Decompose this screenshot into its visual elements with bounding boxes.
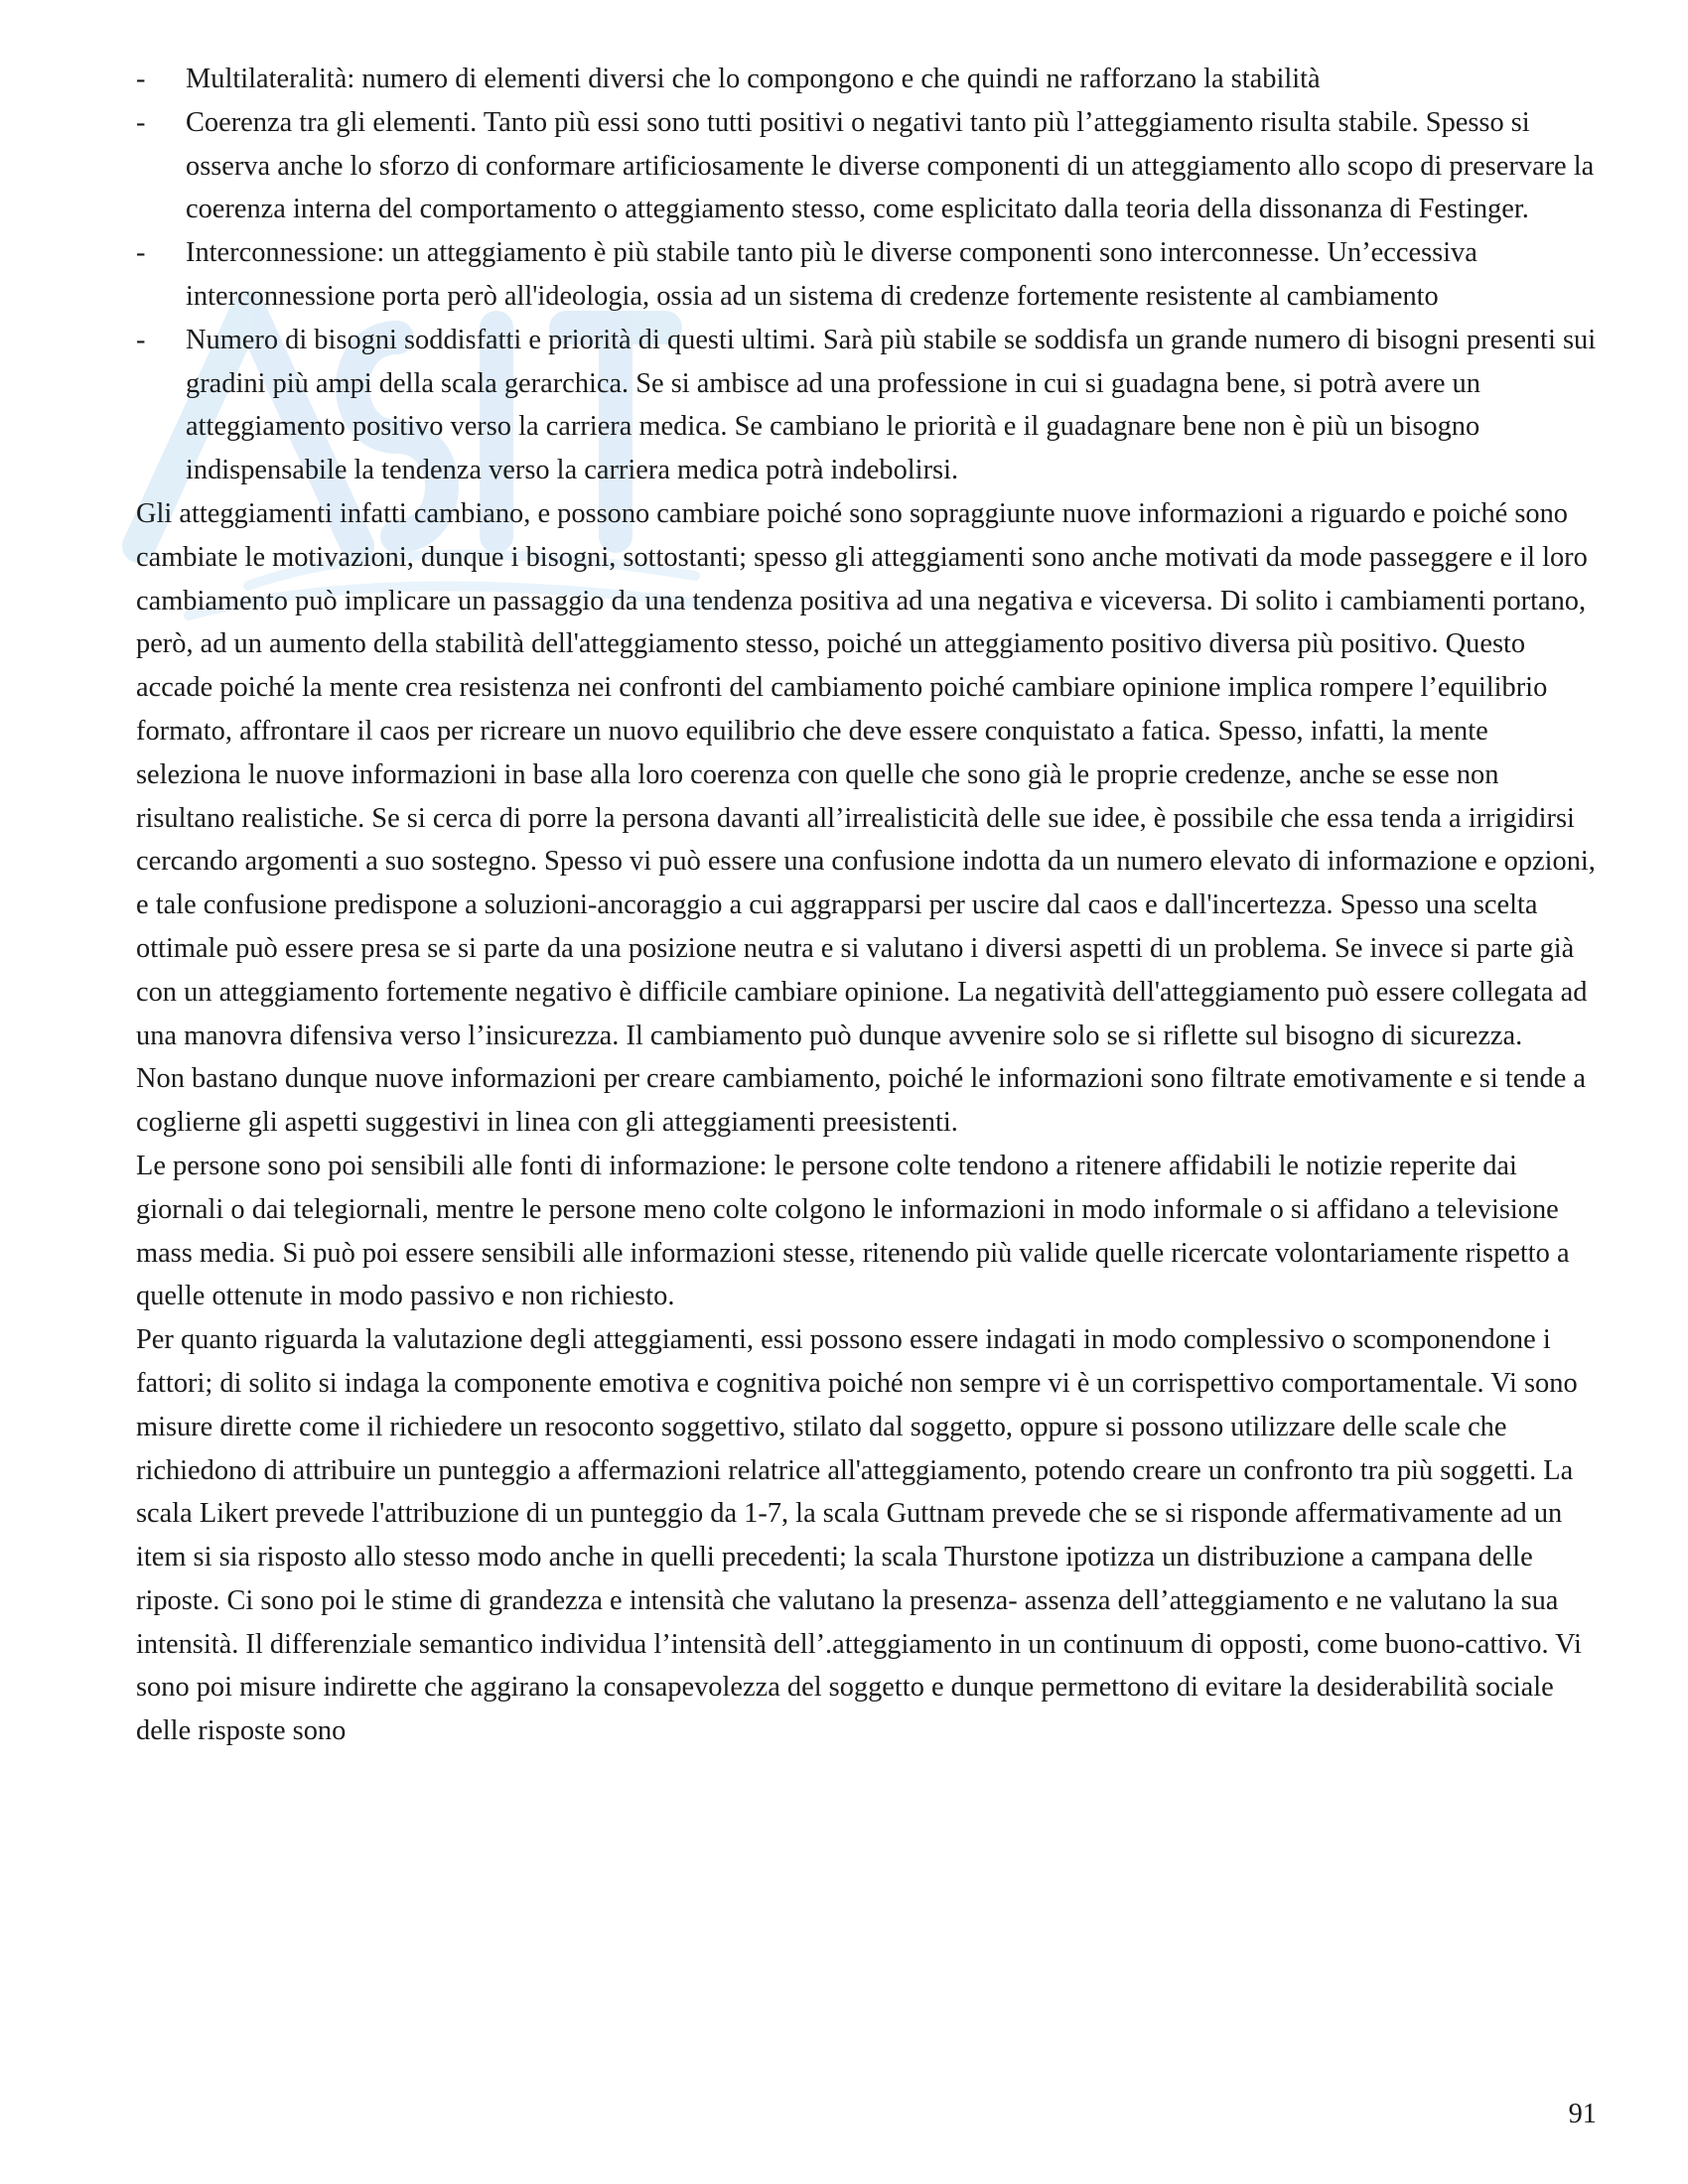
bullet-list (136, 58, 1599, 492)
paragraph: Le persone sono poi sensibili alle fonti di informazione: le persone colte tendono a ritenere affidabili le notizie reperite dai giornali o dai telegiornali, mentre le persone meno colte colgono le informazioni in modo informale o si affidano a televisione mass media. Si può poi essere sensibili alle informazioni stesse, ritenendo più valide quelle ricercate volontariamente rispetto a quelle ottenute in modo passivo e non richiesto. (136, 1150, 1570, 1312)
list-item (136, 319, 1599, 492)
list-item-text: Interconnessione: un atteggiamento è più stabile tanto più le diverse componenti sono interconnesse. Un’eccessiva interconnessione porta però all'ideologia, ossia ad un sistema di credenze fortemente resistente al cambiamento (186, 237, 1477, 312)
document-body (136, 58, 1599, 1753)
paragraph: Gli atteggiamenti infatti cambiano, e possono cambiare poiché sono sopraggiunte nuove informazioni a riguardo e poiché sono cambiate le motivazioni, dunque i bisogni, sottostanti; spesso gli atteggiamenti sono anche motivati da mode passeggere e il loro cambiamento può implicare un passaggio da una tendenza positiva ad una negativa e viceversa. Di solito i cambiamenti portano, però, ad un aumento della stabilità dell'atteggiamento stesso, poiché un atteggiamento positivo diversa più positivo. Questo accade poiché la mente crea resistenza nei confronti del cambiamento poiché cambiare opinione implica rompere l’equilibrio formato, affrontare il caos per ricreare un nuovo equilibrio che deve essere conquistato a fatica. Spesso, infatti, la mente seleziona le nuove informazioni in base alla loro coerenza con quelle che sono già le proprie credenze, anche se esse non risultano realistiche. Se si cerca di porre la persona davanti all’irrealisticità delle sue idee, è possibile che essa tenda a irrigidirsi cercando argomenti a suo sostegno. Spesso vi può essere una confusione indotta da un numero elevato di informazione e opzioni, e tale confusione predispone a soluzioni-ancoraggio a cui aggrapparsi per uscire dal caos e dall'incertezza. Spesso una scelta ottimale può essere presa se si parte da una posizione neutra e si valutano i diversi aspetti di un problema. Se invece si parte già con un atteggiamento fortemente negativo è difficile cambiare opinione. La negatività dell'atteggiamento può essere collegata ad una manovra difensiva verso l’insicurezza. Il cambiamento può dunque avvenire solo se si riflette sul bisogno di sicurezza. (136, 497, 1596, 1051)
page-number: 91 (1568, 2099, 1597, 2129)
list-item (136, 101, 1599, 231)
bullet-marker: - (136, 237, 146, 269)
list-item-text: Multilateralità: numero di elementi diversi che lo compongono e che quindi ne rafforzano la stabilità (186, 64, 1321, 94)
bullet-marker: - (136, 106, 146, 138)
list-item-text: Numero di bisogni soddisfatti e priorità di questi ultimi. Sarà più stabile se soddisfa un grande numero di bisogni presenti sui gradini più ampi della scala gerarchica. Se si ambisce ad una professione in cui si guadagna bene, si potrà avere un atteggiamento positivo verso la carriera medica. Se cambiano le priorità e il guadagnare bene non è più un bisogno indispensabile la tendenza verso la carriera medica potrà indebolirsi. (186, 324, 1597, 486)
paragraph: Per quanto riguarda la valutazione degli atteggiamenti, essi possono essere indagati in modo complessivo o scomponendone i fattori; di solito si indaga la componente emotiva e cognitiva poiché non sempre vi è un corrispettivo comportamentale. Vi sono misure dirette come il richiedere un resoconto soggettivo, stilato dal soggetto, oppure si possono utilizzare delle scale che richiedono di attribuire un punteggio a affermazioni relatrice all'atteggiamento, potendo creare un confronto tra più soggetti. La scala Likert prevede l'attribuzione di un punteggio da 1-7, la scala Guttnam prevede che se si risponde affermativamente ad un item si sia risposto allo stesso modo anche in quelli precedenti; la scala Thurstone ipotizza un distribuzione a campana delle riposte. Ci sono poi le stime di grandezza e intensità che valutano la presenza- assenza dell’atteggiamento e ne valutano la sua intensità. Il differenziale semantico individua l’intensità dell’.atteggiamento in un continuum di opposti, come buono-cattivo. Vi sono poi misure indirette che aggirano la consapevolezza del soggetto e dunque permettono di evitare la desiderabilità sociale delle risposte sono (136, 1324, 1582, 1747)
list-item (136, 58, 1599, 101)
bullet-marker: - (136, 64, 146, 94)
list-item-text: Coerenza tra gli elementi. Tanto più essi sono tutti positivi o negativi tanto più l’atteggiamento risulta stabile. Spesso si osserva anche lo sforzo di conformare artificiosamente le diverse componenti di un atteggiamento allo scopo di preservare la coerenza interna del comportamento o atteggiamento stesso, come esplicitato dalla teoria della dissonanza di Festinger. (186, 106, 1595, 225)
list-item (136, 231, 1599, 319)
paragraph: Non bastano dunque nuove informazioni per creare cambiamento, poiché le informazioni sono filtrate emotivamente e si tende a coglierne gli aspetti suggestivi in linea con gli atteggiamenti preesistenti. (136, 1063, 1587, 1139)
bullet-marker: - (136, 324, 146, 355)
